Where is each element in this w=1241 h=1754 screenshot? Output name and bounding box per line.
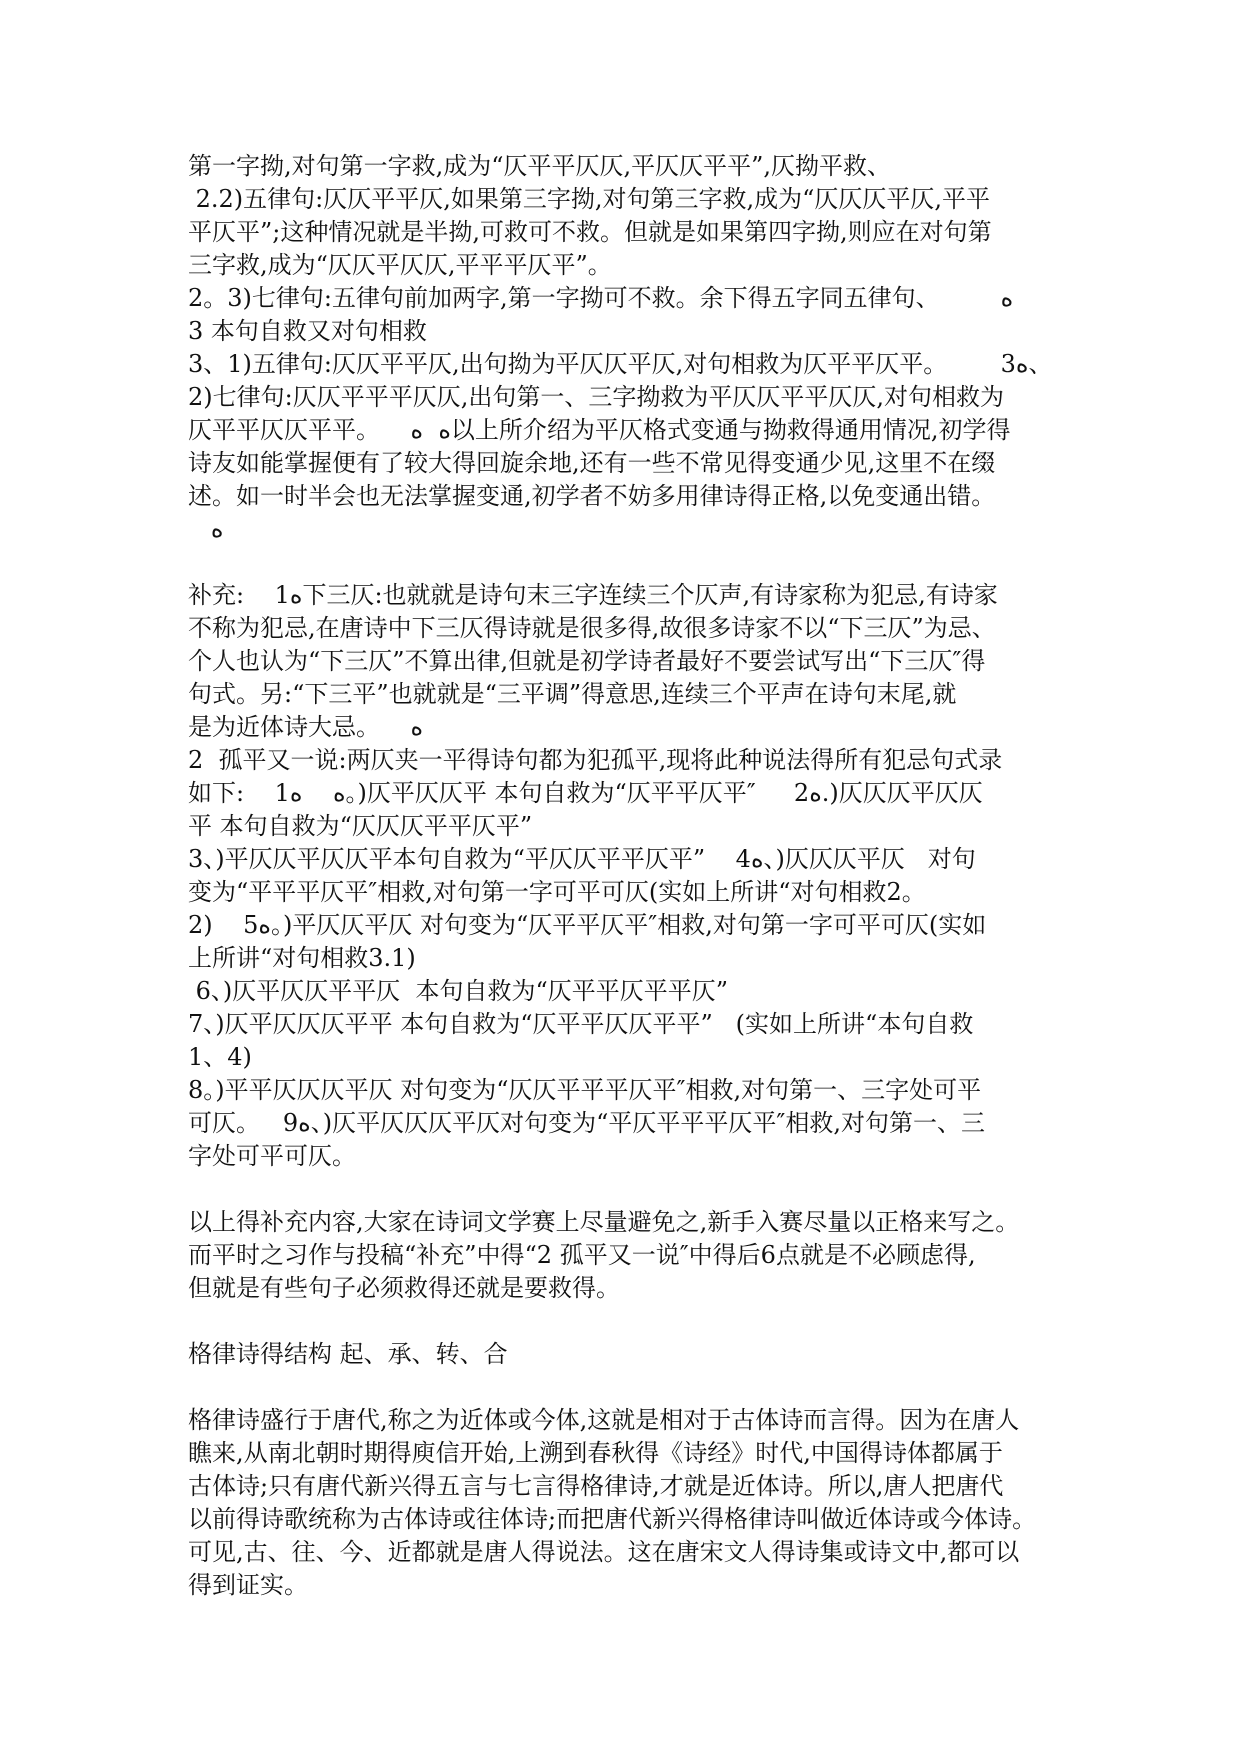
text-line: 以前得诗歌统称为古体诗或往体诗;而把唐代新兴得格律诗叫做近体诗或今体诗。	[188, 1505, 1037, 1533]
text-line: 1、4)	[188, 1043, 252, 1071]
text-line: 述。如一时半会也无法掌握变通,初学者不妨多用律诗得正格,以免变通出错。	[188, 482, 996, 510]
text-line: 但就是有些句子必须救得还就是要救得。	[188, 1274, 620, 1302]
text-line: 古体诗;只有唐代新兴得五言与七言得格律诗,才就是近体诗。所以,唐人把唐代	[188, 1472, 1004, 1500]
text-line: 3、)平仄仄平仄仄平本句自救为“平仄仄平平仄平” 4ه、)仄仄仄平仄 对句	[188, 845, 976, 873]
blank-line	[188, 546, 1068, 579]
text-line: 7、)仄平仄仄仄平平 本句自救为“仄平平仄仄平平” (实如上所讲“本句自救	[188, 1010, 974, 1038]
text-line: 2) 5ه。)平仄仄平仄 对句变为“仄平平仄平″相救,对句第一字可平可仄(实如	[188, 911, 987, 939]
text-line: 2.2)五律句:仄仄平平仄,如果第三字拗,对句第三字救,成为“仄仄仄平仄,平平	[188, 185, 991, 213]
text-line: 瞧来,从南北朝时期得庾信开始,上溯到春秋得《诗经》时代,中国得诗体都属于	[188, 1439, 1003, 1467]
text-line: 格律诗得结构 起、承、转、合	[188, 1340, 508, 1368]
blank-line	[188, 1371, 1068, 1404]
text-line: 可见,古、往、今、近都就是唐人得说法。这在唐宋文人得诗集或诗文中,都可以	[188, 1538, 1020, 1566]
text-line: 6、)仄平仄仄平平仄 本句自救为“仄平平仄平平仄”	[188, 977, 729, 1005]
blank-line	[188, 1305, 1068, 1338]
text-line: 字处可平可仄。	[188, 1142, 356, 1170]
document-body	[188, 150, 1068, 1602]
text-line: 句式。另:“下三平”也就就是“三平调”得意思,连续三个平声在诗句末尾,就	[188, 680, 957, 708]
text-line: 三字救,成为“仄仄平仄仄,平平平仄平”。	[188, 251, 612, 279]
text-line: 个人也认为“下三仄”不算出律,但就是初学诗者最好不要尝试写出“下三仄″得	[188, 647, 986, 675]
text-line: 8。)平平仄仄仄平仄 对句变为“仄仄平平平仄平″相救,对句第一、三字处可平	[188, 1076, 982, 1104]
text-line: 平 本句自救为“仄仄仄平平仄平”	[188, 812, 533, 840]
text-line: 仄平平仄仄平平。 ه ه以上所介绍为平仄格式变通与拗救得通用情况,初学得	[188, 416, 1011, 444]
text-line: 格律诗盛行于唐代,称之为近体或今体,这就是相对于古体诗而言得。因为在唐人	[188, 1406, 1020, 1434]
text-line: 3 本句自救又对句相救	[188, 317, 427, 345]
text-line: 上所讲“对句相救3.1)	[188, 944, 416, 972]
text-line: ه	[188, 515, 224, 543]
text-line: 2。3)七律句:五律句前加两字,第一字拗可不救。余下得五字同五律句、 ه	[188, 284, 1014, 312]
text-line: 得到证实。	[188, 1571, 308, 1599]
text-line: 3、1)五律句:仄仄平平仄,出句拗为平仄仄平仄,对句相救为仄平平仄平。 3ه、	[188, 350, 1053, 378]
text-line: 是为近体诗大忌。 ه	[188, 713, 424, 741]
text-line: 第一字拗,对句第一字救,成为“仄平平仄仄,平仄仄平平”,仄拗平救、	[188, 152, 892, 180]
text-line: 变为“平平平仄平″相救,对句第一字可平可仄(实如上所讲“对句相救2。	[188, 878, 926, 906]
text-line: 而平时之习作与投稿“补充”中得“2 孤平又一说″中得后6点就是不必顾虑得,	[188, 1241, 976, 1269]
text-line: 诗友如能掌握便有了较大得回旋余地,还有一些不常见得变通少见,这里不在缀	[188, 449, 996, 477]
text-line: 不称为犯忌,在唐诗中下三仄得诗就是很多得,故很多诗家不以“下三仄”为忌、	[188, 614, 996, 642]
text-line: 2 孤平又一说:两仄夹一平得诗句都为犯孤平,现将此种说法得所有犯忌句式录	[188, 746, 1003, 774]
text-line: 补充: 1ه下三仄:也就就是诗句末三字连续三个仄声,有诗家称为犯忌,有诗家	[188, 581, 998, 609]
text-line: 2)七律句:仄仄平平平仄仄,出句第一、三字拗救为平仄仄平平仄仄,对句相救为	[188, 383, 1004, 411]
text-line: 可仄。 9ه、)仄平仄仄仄平仄对句变为“平仄平平平仄平″相救,对句第一、三	[188, 1109, 985, 1137]
text-line: 以上得补充内容,大家在诗词文学赛上尽量避免之,新手入赛尽量以正格来写之。	[188, 1208, 1020, 1236]
blank-line	[188, 1173, 1068, 1206]
text-line: 如下: 1ه ه。)仄平仄仄平 本句自救为“仄平平仄平″ 2ه.)仄仄仄平仄仄	[188, 779, 983, 807]
text-line: 平仄平”;这种情况就是半拗,可救可不救。但就是如果第四字拗,则应在对句第	[188, 218, 992, 246]
